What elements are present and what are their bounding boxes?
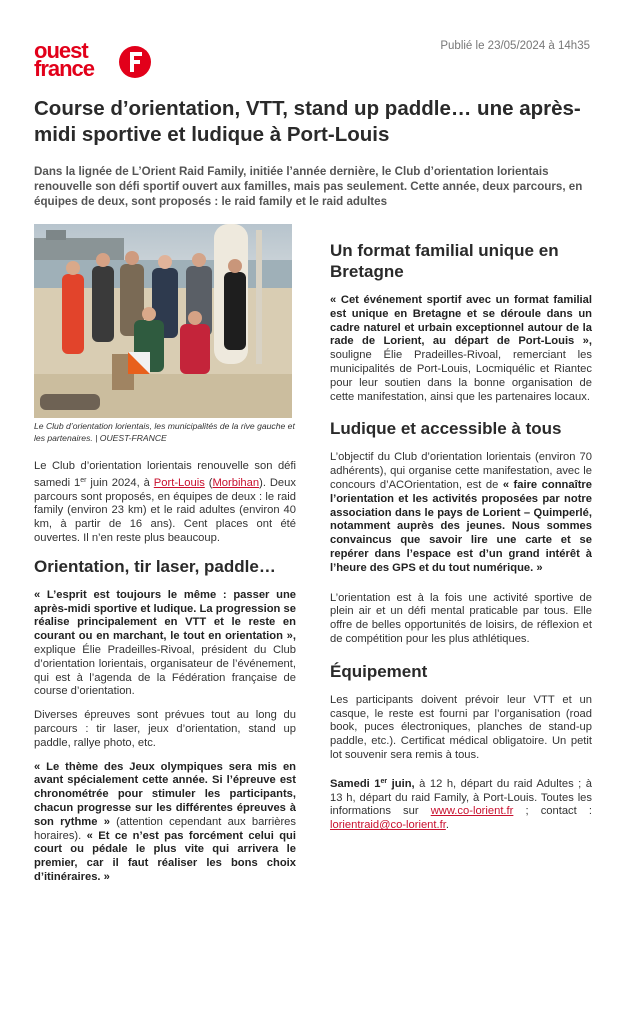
intro-text-3: ( bbox=[204, 476, 213, 489]
section3-paragraph-1 bbox=[330, 451, 592, 575]
group-photo-illustration bbox=[34, 224, 292, 418]
photo-caption: Le Club d’orientation lorientais, les municipalités de la rive gauche et les partenaires. | OUEST-FRANCE bbox=[34, 421, 295, 443]
section4-paragraph-1: Les participants doivent prévoir leur VTT et un casque, le reste est fourni par l’organisation (road book, puces électroniques, planches de stand-up paddle, etc.). Certificat médical obligatoire. Un petit lot souvenir sera remis à tous. bbox=[330, 693, 592, 761]
section1-quote: « L’esprit est toujours le même : passer une après-midi sportive et ludique. La progression se réalise principalement en VTT et le reste en courant ou en marchant, le tout en orientation », bbox=[34, 588, 296, 643]
section4-date-2: juin, bbox=[387, 777, 415, 790]
section1-paragraph-3 bbox=[34, 761, 296, 885]
intro-paragraph bbox=[34, 460, 296, 546]
section1-quote-2b: « Et ce n’est pas forcément celui qui court ou pédale le plus vite qui arrivera le premier, car il faut réaliser les bons choix d’itinéraires. » bbox=[34, 829, 296, 883]
section1-quote-2a: « Le thème des Jeux olympiques sera mis en avant spécialement cette année. Si l’épreuve est chronométrée pour stimuler les participants, chacun progresse sur les différentes épreuves à son rythme » bbox=[34, 760, 296, 828]
morbihan-link[interactable]: Morbihan bbox=[212, 476, 260, 489]
intro-text-1: Le Club d’orientation lorientais renouvelle son défi samedi 1 bbox=[34, 460, 296, 489]
article-title: Course d’orientation, VTT, stand up paddle… une après-midi sportive et ludique à Port-Louis bbox=[34, 97, 581, 146]
section4-text-3: . bbox=[445, 819, 449, 832]
section2-paragraph bbox=[330, 294, 592, 404]
section4-date: Samedi 1 bbox=[330, 777, 381, 790]
section4-sup: er bbox=[380, 777, 388, 785]
ouest-france-logo[interactable] bbox=[34, 40, 154, 82]
port-louis-link[interactable]: Port-Louis bbox=[153, 476, 205, 489]
contact-email-link[interactable]: lorientraid@co-lorient.fr bbox=[330, 819, 446, 832]
section1-paragraph-1 bbox=[34, 589, 296, 699]
logo-word-france: france bbox=[34, 56, 95, 81]
publication-date: Publié le 23/05/2024 à 14h35 bbox=[440, 40, 590, 52]
section3-paragraph-2: L’orientation est à la fois une activité sportive de plein air et un défi mental praticable par tous. Elle offre de belles opportunités de loisirs, de réflexion et de compétition pour les plus athlétiques. bbox=[330, 591, 592, 645]
section1-paragraph-2: Diverses épreuves sont prévues tout au long du parcours : tir laser, jeux d’orientation, stand up paddle, rallye photo, etc. bbox=[34, 709, 296, 749]
section2-text: souligne Élie Pradeilles-Rivoal, remerciant les municipalités de Port-Louis, Locmiquélic et Riantec pour leur soutien dans la bonne organisation de cette manifestation, ainsi que les partenaires locaux. bbox=[330, 349, 592, 403]
section4-paragraph-2 bbox=[330, 775, 592, 833]
section-title-format: Un format familial unique en Bretagne bbox=[330, 241, 559, 281]
right-column bbox=[330, 240, 592, 843]
section4-text-1: à 12 h, départ du raid Adultes ; à 13 h, départ du raid Family, à Port-Louis. Toutes les informations sur bbox=[330, 777, 592, 818]
section4-text-2: ; contact : bbox=[513, 805, 592, 818]
section3-quote: « faire connaître l’orientation et les activités proposées par notre association dans le pays de Lorient – Quimperlé, notamment auprès des jeunes. Nous sommes convaincus que savoir lire une carte et se repérer dans l’espace est d’un grand intérêt à l’heure des GPS et du tout numérique. » bbox=[330, 478, 592, 574]
intro-sup: er bbox=[80, 476, 87, 484]
intro-text-2: juin 2024, à bbox=[86, 476, 154, 489]
section3-text: L’objectif du Club d’orientation lorientais (environ 70 adhérents), qui organise cette manifestation, avec le concours d’ACOrientation, est de bbox=[330, 451, 592, 491]
section1-text-2: (attention cependant aux barrières horaires). bbox=[34, 815, 296, 842]
section-title-ludique: Ludique et accessible à tous bbox=[330, 419, 562, 439]
co-lorient-website-link[interactable]: www.co-lorient.fr bbox=[430, 805, 514, 818]
logo-mark-icon bbox=[118, 42, 152, 80]
section-title-equipement: Équipement bbox=[330, 661, 428, 681]
article-lead: Dans la lignée de L’Orient Raid Family, initiée l’année dernière, le Club d’orientation lorientais renouvelle son défi sportif ouvert aux familles, mais pas seulement. Cette année, deux parcours, en équipes de deux, sont proposés : le raid family et le raid adultes bbox=[34, 165, 583, 208]
section1-text: explique Élie Pradeilles-Rivoal, président du Club d’orientation lorientais, organisateur de l’événement, qui est à l’agenda de la Fédération française de course d’orientation. bbox=[34, 643, 296, 698]
intro-text-4: ). Deux parcours sont proposés, en équipes de deux : le raid family (environ 23 km) et le raid adultes (environ 40 km, à partir de 16 ans). Cent places ont été ouvertes. Il n’en reste plus beaucoup. bbox=[34, 476, 296, 544]
left-column bbox=[34, 460, 296, 895]
article-photo bbox=[34, 224, 292, 418]
section-title-orientation: Orientation, tir laser, paddle… bbox=[34, 556, 276, 576]
logo-word-ouest: ouest bbox=[34, 38, 88, 63]
section2-quote: « Cet événement sportif avec un format familial est unique en Bretagne et se déroule dans un cadre naturel et urbain exceptionnel autour de la rade de Lorient, au départ de Port-Louis », bbox=[330, 294, 592, 348]
